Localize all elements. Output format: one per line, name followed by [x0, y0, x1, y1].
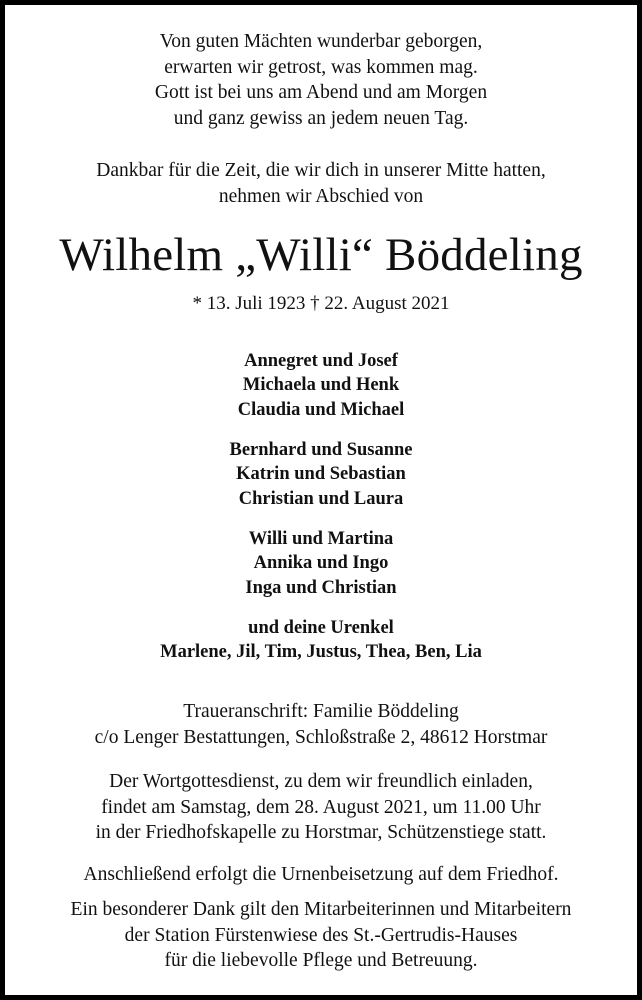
- mourner-line: Michaela und Henk: [242, 375, 400, 396]
- thanks-line: für die liebevolle Pflege und Betreuung.: [164, 950, 478, 971]
- intro-line: nehmen wir Abschied von: [218, 185, 424, 207]
- poem-line: Gott ist bei uns am Abend und am Morgen: [154, 82, 488, 103]
- mourner-line: Marlene, Jil, Tim, Justus, Thea, Ben, Lia: [160, 642, 482, 663]
- mourners-great-grandchildren: [5, 616, 637, 665]
- mourner-line: Inga und Christian: [245, 577, 397, 598]
- poem-line: und ganz gewiss an jedem neuen Tag.: [173, 107, 469, 129]
- thanks-line: Ein besonderer Dank gilt den Mitarbeiterinnen und Mitarbeitern: [70, 899, 572, 920]
- thanks-text: [5, 897, 637, 974]
- burial-details: [5, 862, 637, 888]
- service-line: findet am Samstag, dem 28. August 2021, um 11.00 Uhr: [101, 796, 541, 818]
- mourners-group-1: [5, 349, 637, 422]
- mourner-line: Annegret und Josef: [244, 351, 398, 371]
- burial-line: Anschließend erfolgt die Urnenbeisetzung auf dem Friedhof.: [83, 864, 559, 885]
- mourner-line: Katrin und Sebastian: [236, 464, 406, 485]
- mourners-group-2: [5, 438, 637, 511]
- mourner-line: Willi und Martina: [248, 529, 394, 549]
- mourner-line: Claudia und Michael: [237, 399, 405, 420]
- poem-line: Von guten Mächten wunderbar geborgen,: [159, 31, 483, 52]
- thanks-line: der Station Fürstenwiese des St.-Gertrudis-Hauses: [124, 924, 518, 946]
- mourning-address: [5, 699, 637, 750]
- life-dates: * 13. Juli 1923 † 22. August 2021: [192, 293, 450, 314]
- service-line: in der Friedhofskapelle zu Horstmar, Schützenstiege statt.: [95, 822, 547, 843]
- intro-line: Dankbar für die Zeit, die wir dich in unserer Mitte hatten,: [96, 160, 546, 181]
- address-line: Traueranschrift: Familie Böddeling: [183, 701, 459, 722]
- dates-block: [5, 292, 637, 316]
- intro-text: [5, 158, 637, 209]
- death-notice: [5, 5, 637, 995]
- mourner-line: Annika und Ingo: [253, 553, 389, 574]
- address-line: c/o Lenger Bestattungen, Schloßstraße 2, 48612 Horstmar: [94, 726, 548, 748]
- deceased-name-block: [5, 227, 637, 283]
- deceased-name: Wilhelm „Willi“ Böddeling: [59, 229, 583, 281]
- service-line: Der Wortgottesdienst, zu dem wir freundlich einladen,: [109, 771, 533, 792]
- mourner-line: Christian und Laura: [238, 488, 404, 509]
- mourner-line: Bernhard und Susanne: [229, 440, 413, 460]
- poem-verse: [5, 29, 637, 131]
- poem-line: erwarten wir getrost, was kommen mag.: [164, 56, 478, 78]
- service-details: [5, 769, 637, 846]
- mourners-group-3: [5, 527, 637, 600]
- mourner-line: und deine Urenkel: [248, 618, 394, 638]
